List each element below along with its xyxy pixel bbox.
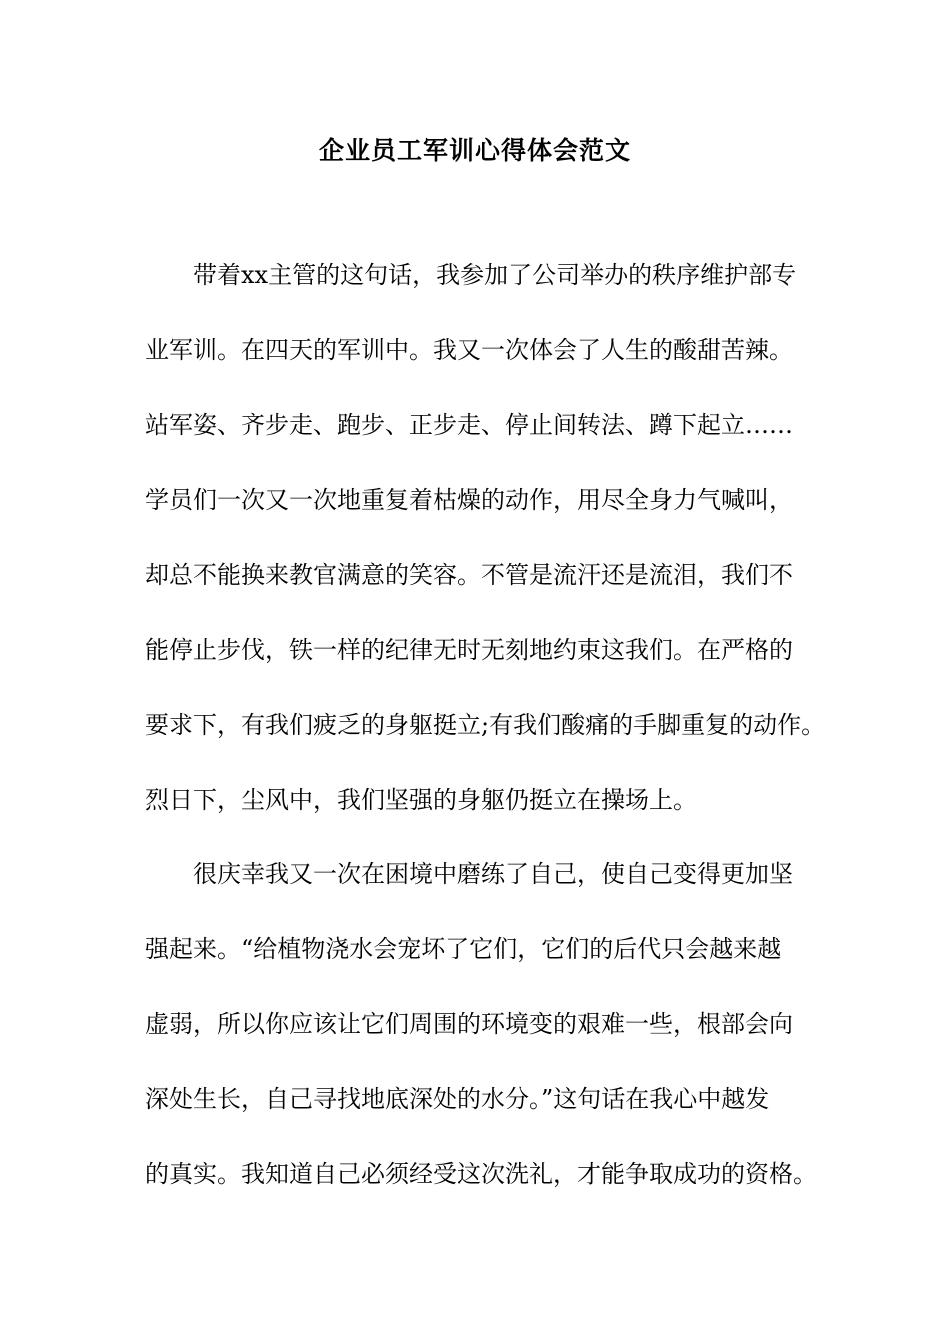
document-title: 企业员工军训心得体会范文 — [318, 136, 631, 165]
body-line-4: 学员们一次又一次地重复着枯燥的动作，用尽全身力气喊叫， — [145, 486, 793, 514]
body-line-2: 业军训。在四天的军训中。我又一次体会了人生的酸甜苦辣。 — [145, 336, 793, 364]
body-line-12: 深处生长，自己寻找地底深处的水分。”这句话在我心中越发 — [145, 1085, 770, 1113]
body-line-8: 烈日下，尘风中，我们坚强的身躯仍挺立在操场上。 — [145, 786, 697, 814]
body-line-6: 能停止步伐，铁一样的纪律无时无刻地约束这我们。在严格的 — [145, 636, 793, 664]
body-line-7: 要求下，有我们疲乏的身躯挺立;有我们酸痛的手脚重复的动作。 — [145, 711, 826, 739]
body-line-11: 虚弱，所以你应该让它们周围的环境变的艰难一些，根部会向 — [145, 1010, 793, 1038]
body-line-3: 站军姿、齐步走、跑步、正步走、停止间转法、蹲下起立…… — [145, 411, 793, 439]
body-line-1: 带着xx主管的这句话，我参加了公司举办的秩序维护部专 — [145, 261, 797, 289]
body-line-9: 很庆幸我又一次在困境中磨练了自己，使自己变得更加坚 — [145, 860, 793, 888]
body-line-13: 的真实。我知道自己必须经受这次洗礼，才能争取成功的资格。 — [145, 1160, 817, 1188]
body-line-5: 却总不能换来教官满意的笑容。不管是流汗还是流泪，我们不 — [145, 561, 793, 589]
body-line-10: 强起来。“给植物浇水会宠坏了它们，它们的后代只会越来越 — [145, 935, 782, 963]
